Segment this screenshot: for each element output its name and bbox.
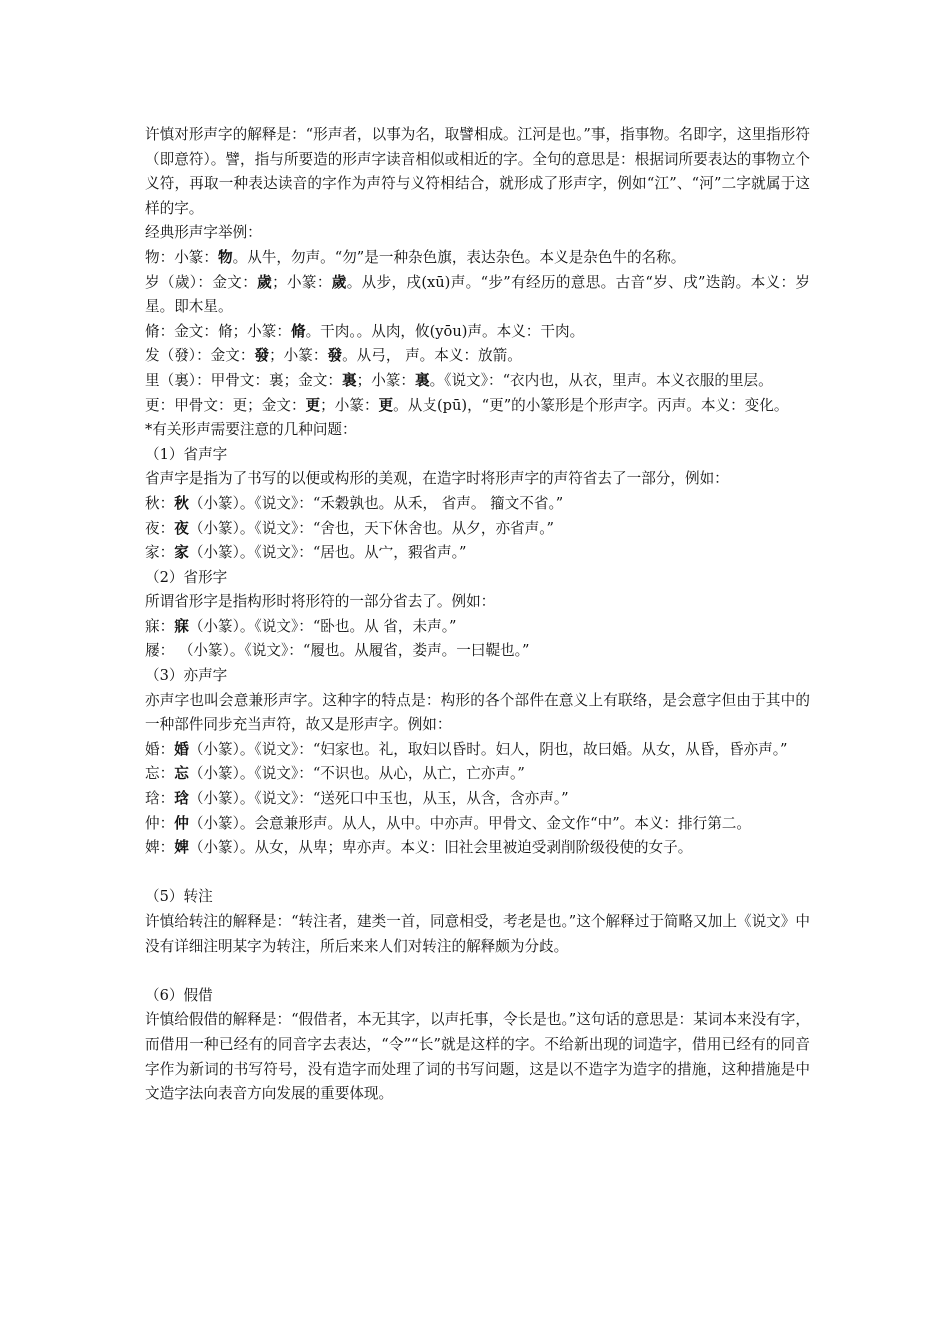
example-item: 婢：婢（小篆）。从女，从卑；卑亦声。本义：旧社会里被迫受剥削阶级役使的女子。 [145,839,693,857]
example-item: 忘：忘（小篆）。《说文》：“不识也。从心，从亡，亡亦声。” [145,765,525,783]
example-item: 婚：婚（小篆）。《说文》：“妇家也。礼，取妇以昏时。妇人，阴也，故曰婚。从女，从昏，昏亦声。” [145,740,788,758]
section-heading: （1）省声字 [145,445,228,463]
examples-title: 经典形声字举例： [145,224,262,242]
example-item: 岁（歲）：金文：歲；小篆：歲。从步，戌(xū)声。“步”有经历的意思。古音“岁、戌”迭韵。本义：岁星。即木星。 [145,273,810,316]
section-description: 所谓省形字是指构形时将形符的一部分省去了。例如： [145,593,496,611]
spacer [145,861,810,886]
example-item: 里（裏）：甲骨文：裏；金文：裏；小篆：裏。《说文》：“衣内也，从衣，里声。本义衣服的里层。 [145,371,773,389]
intro-paragraph: 许慎对形声字的解释是：“形声者，以事为名，取譬相成。江河是也。”事，指事物。名即字，这里指形符（即意符）。譬，指与所要造的形声字读音相似或相近的字。全句的意思是：根据词所要表达的事物立个义符，再取一种表达读音的字作为声符与义符相结合，就形成了形声字，例如“江”、“河”二字就属于这样的字。 [145,126,810,217]
example-item: 屦： （小篆）。《说文》：“履也。从履省，娄声。一曰鞮也。” [145,642,530,660]
example-item: 更：甲骨文：更；金文：更；小篆：更。从攴(pū)，“更”的小篆形是个形声字。丙声。本义：变化。 [145,396,789,414]
section-heading: （6）假借 [145,986,213,1004]
example-item: 家：家（小篆）。《说文》：“居也。从宀，豭省声。” [145,544,467,562]
example-item: 脩：金文：脩；小篆：脩。干肉。。从肉，攸(yōu)声。本义：干肉。 [145,322,585,340]
example-item: 发（發）：金文：發；小篆：發。从弓， 声。本义：放箭。 [145,347,522,365]
spacer [145,959,810,984]
section-heading: （2）省形字 [145,568,228,586]
example-item: 夜：夜（小篆）。《说文》：“舍也，天下休舍也。从夕，亦省声。” [145,519,554,537]
section-paragraph: 许慎给转注的解释是：“转注者，建类一首，同意相受，考老是也。”这个解释过于简略又加上《说文》中没有详细注明某字为转注，所后来来人们对转注的解释颇为分歧。 [145,913,810,955]
section-description: 亦声字也叫会意兼形声字。这种字的特点是：构形的各个部件在意义上有联络，是会意字但由于其中的一种部件同步充当声符，故又是形声字。例如： [145,691,810,734]
section-description: 省声字是指为了书写的以便或构形的美观，在造字时将形声字的声符省去了一部分，例如： [145,470,729,488]
document-body [145,123,810,1107]
example-item: 寐：寐（小篆）。《说文》：“卧也。从 省，未声。” [145,617,457,635]
example-item: 秋：秋（小篆）。《说文》：“禾穀孰也。从禾， 省声。 籀文不省。” [145,494,564,512]
example-item: 仲：仲（小篆）。会意兼形声。从人，从中。中亦声。甲骨文、金文作“中”。本义：排行第二。 [145,814,751,832]
section-paragraph: 许慎给假借的解释是：“假借者，本无其字，以声托事，令长是也。”这句话的意思是：某词本来没有字，而借用一种已经有的同音字去表达，“令”“长”就是这样的字。不给新出现的词造字，借用已经有的同音字作为新词的书写符号，没有造字而处理了词的书写问题，这是以不造字为造字的措施，这种措施是中文造字法向表音方向发展的重要体现。 [145,1011,810,1103]
notes-title: *有关形声需要注意的几种问题： [145,421,357,439]
section-heading: （5）转注 [145,888,213,906]
example-item: 物：小篆：物。从牛，勿声。“勿”是一种杂色旗，表达杂色。本义是杂色牛的名称。 [145,248,686,266]
section-heading: （3）亦声字 [145,667,228,685]
example-item: 琀：琀（小篆）。《说文》：“送死口中玉也，从玉，从含，含亦声。” [145,790,569,808]
